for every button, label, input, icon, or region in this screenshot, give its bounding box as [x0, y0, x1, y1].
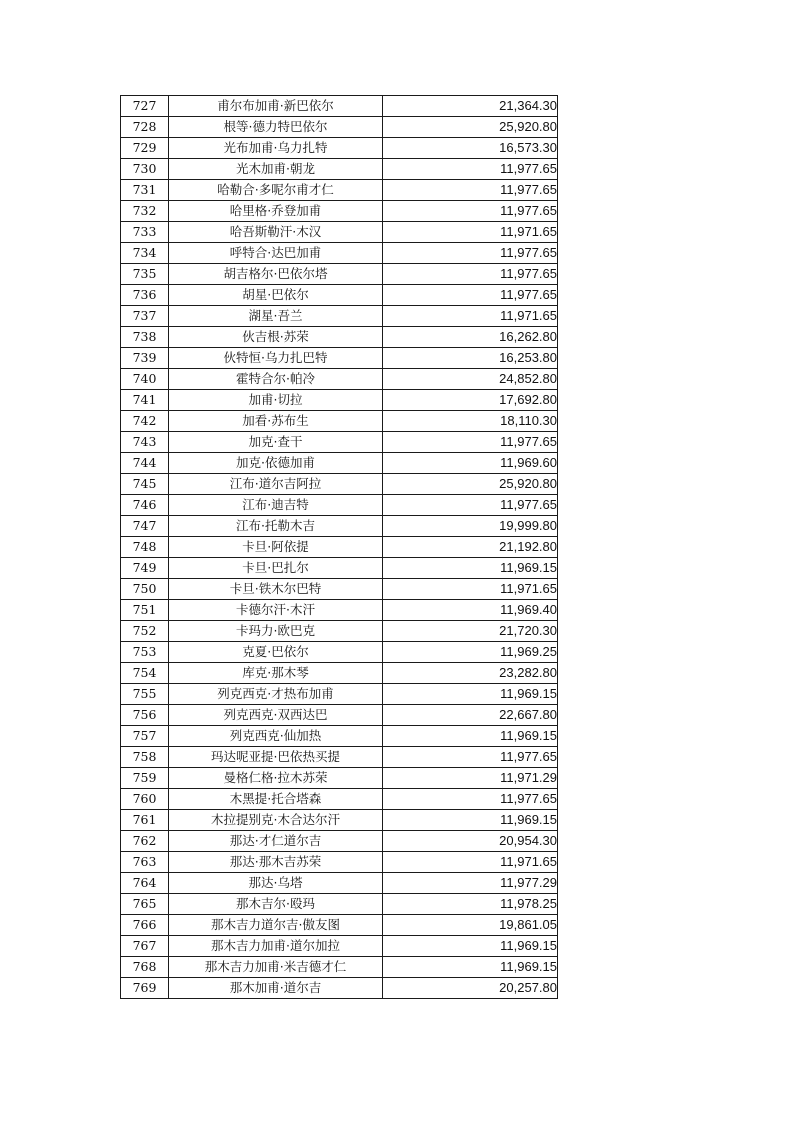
row-number-cell: 731 [121, 180, 169, 201]
amount-cell: 21,364.30 [383, 96, 558, 117]
row-number-cell: 728 [121, 117, 169, 138]
table-row [121, 747, 558, 768]
row-number-cell: 767 [121, 936, 169, 957]
name-cell: 哈里格·乔登加甫 [169, 201, 383, 222]
name-cell: 卡旦·铁木尔巴特 [169, 579, 383, 600]
name-cell: 光布加甫·乌力扎特 [169, 138, 383, 159]
row-number-cell: 739 [121, 348, 169, 369]
name-cell: 卡德尔汗·木汗 [169, 600, 383, 621]
amount-cell: 11,969.15 [383, 558, 558, 579]
name-cell: 哈勒合·多呢尔甫才仁 [169, 180, 383, 201]
name-cell: 那达·那木吉苏荣 [169, 852, 383, 873]
name-cell: 江布·迪吉特 [169, 495, 383, 516]
table-row [121, 306, 558, 327]
amount-cell: 11,969.25 [383, 642, 558, 663]
amount-cell: 16,253.80 [383, 348, 558, 369]
amount-cell: 11,977.65 [383, 180, 558, 201]
row-number-cell: 765 [121, 894, 169, 915]
name-cell: 那达·乌塔 [169, 873, 383, 894]
table-row [121, 474, 558, 495]
name-cell: 木黑提·托合塔森 [169, 789, 383, 810]
row-number-cell: 762 [121, 831, 169, 852]
amount-cell: 20,257.80 [383, 978, 558, 999]
name-cell: 根等·德力特巴依尔 [169, 117, 383, 138]
row-number-cell: 734 [121, 243, 169, 264]
row-number-cell: 758 [121, 747, 169, 768]
amount-cell: 25,920.80 [383, 474, 558, 495]
name-cell: 江布·道尔吉阿拉 [169, 474, 383, 495]
name-cell: 呼特合·达巴加甫 [169, 243, 383, 264]
row-number-cell: 744 [121, 453, 169, 474]
amount-cell: 11,977.65 [383, 285, 558, 306]
row-number-cell: 736 [121, 285, 169, 306]
table-row [121, 579, 558, 600]
row-number-cell: 769 [121, 978, 169, 999]
amount-cell: 11,977.65 [383, 789, 558, 810]
amount-cell: 11,977.65 [383, 495, 558, 516]
row-number-cell: 764 [121, 873, 169, 894]
row-number-cell: 746 [121, 495, 169, 516]
table-row [121, 117, 558, 138]
name-cell: 哈吾斯勒汗·木汉 [169, 222, 383, 243]
name-cell: 那达·才仁道尔吉 [169, 831, 383, 852]
name-cell: 列克西克·仙加热 [169, 726, 383, 747]
table-row [121, 411, 558, 432]
amount-cell: 21,192.80 [383, 537, 558, 558]
table-row [121, 96, 558, 117]
payment-table [120, 95, 558, 999]
row-number-cell: 742 [121, 411, 169, 432]
amount-cell: 11,971.65 [383, 852, 558, 873]
table-row [121, 789, 558, 810]
name-cell: 江布·托勒木吉 [169, 516, 383, 537]
table-row [121, 978, 558, 999]
amount-cell: 11,977.65 [383, 201, 558, 222]
amount-cell: 21,720.30 [383, 621, 558, 642]
name-cell: 湖星·吾兰 [169, 306, 383, 327]
name-cell: 列克西克·才热布加甫 [169, 684, 383, 705]
name-cell: 那木吉力加甫·米吉德才仁 [169, 957, 383, 978]
row-number-cell: 748 [121, 537, 169, 558]
name-cell: 曼格仁格·拉木苏荣 [169, 768, 383, 789]
table-row [121, 831, 558, 852]
name-cell: 加甫·切拉 [169, 390, 383, 411]
table-row [121, 768, 558, 789]
table-row [121, 285, 558, 306]
row-number-cell: 756 [121, 705, 169, 726]
table-row [121, 432, 558, 453]
row-number-cell: 741 [121, 390, 169, 411]
table-row [121, 390, 558, 411]
name-cell: 甫尔布加甫·新巴依尔 [169, 96, 383, 117]
table-row [121, 495, 558, 516]
table-row [121, 201, 558, 222]
name-cell: 加克·依德加甫 [169, 453, 383, 474]
name-cell: 胡吉格尔·巴依尔塔 [169, 264, 383, 285]
table-row [121, 936, 558, 957]
name-cell: 那木吉力道尔吉·傲友图 [169, 915, 383, 936]
table-row [121, 537, 558, 558]
amount-cell: 11,977.65 [383, 243, 558, 264]
table-row [121, 894, 558, 915]
amount-cell: 11,969.15 [383, 810, 558, 831]
amount-cell: 11,977.65 [383, 159, 558, 180]
amount-cell: 11,969.15 [383, 684, 558, 705]
amount-cell: 11,977.65 [383, 747, 558, 768]
amount-cell: 24,852.80 [383, 369, 558, 390]
row-number-cell: 735 [121, 264, 169, 285]
amount-cell: 17,692.80 [383, 390, 558, 411]
table-row [121, 684, 558, 705]
row-number-cell: 761 [121, 810, 169, 831]
name-cell: 列克西克·双西达巴 [169, 705, 383, 726]
name-cell: 卡玛力·欧巴克 [169, 621, 383, 642]
table-row [121, 180, 558, 201]
row-number-cell: 753 [121, 642, 169, 663]
amount-cell: 11,969.15 [383, 726, 558, 747]
amount-cell: 19,999.80 [383, 516, 558, 537]
amount-cell: 18,110.30 [383, 411, 558, 432]
amount-cell: 11,977.65 [383, 432, 558, 453]
amount-cell: 11,969.15 [383, 957, 558, 978]
row-number-cell: 768 [121, 957, 169, 978]
row-number-cell: 733 [121, 222, 169, 243]
row-number-cell: 757 [121, 726, 169, 747]
row-number-cell: 732 [121, 201, 169, 222]
table-row [121, 600, 558, 621]
table-row [121, 852, 558, 873]
name-cell: 加看·苏布生 [169, 411, 383, 432]
row-number-cell: 750 [121, 579, 169, 600]
name-cell: 库克·那木琴 [169, 663, 383, 684]
row-number-cell: 755 [121, 684, 169, 705]
row-number-cell: 752 [121, 621, 169, 642]
amount-cell: 11,971.65 [383, 306, 558, 327]
amount-cell: 16,262.80 [383, 327, 558, 348]
row-number-cell: 740 [121, 369, 169, 390]
name-cell: 胡星·巴依尔 [169, 285, 383, 306]
table-row [121, 726, 558, 747]
amount-cell: 11,971.65 [383, 579, 558, 600]
amount-cell: 11,969.15 [383, 936, 558, 957]
table-row [121, 642, 558, 663]
name-cell: 卡旦·阿依提 [169, 537, 383, 558]
table-row [121, 621, 558, 642]
table-row [121, 915, 558, 936]
amount-cell: 11,971.65 [383, 222, 558, 243]
table-row [121, 663, 558, 684]
row-number-cell: 743 [121, 432, 169, 453]
table-row [121, 453, 558, 474]
row-number-cell: 747 [121, 516, 169, 537]
table-row [121, 222, 558, 243]
name-cell: 玛达呢亚提·巴依热买提 [169, 747, 383, 768]
table-row [121, 810, 558, 831]
row-number-cell: 730 [121, 159, 169, 180]
table-row [121, 873, 558, 894]
table-row [121, 264, 558, 285]
table-row [121, 558, 558, 579]
name-cell: 伙吉根·苏荣 [169, 327, 383, 348]
table-row [121, 159, 558, 180]
amount-cell: 25,920.80 [383, 117, 558, 138]
name-cell: 霍特合尔·帕冷 [169, 369, 383, 390]
name-cell: 那木吉尔·殴玛 [169, 894, 383, 915]
amount-cell: 11,977.65 [383, 264, 558, 285]
row-number-cell: 751 [121, 600, 169, 621]
row-number-cell: 727 [121, 96, 169, 117]
amount-cell: 19,861.05 [383, 915, 558, 936]
name-cell: 伙特恒·乌力扎巴特 [169, 348, 383, 369]
table-row [121, 705, 558, 726]
table-row [121, 243, 558, 264]
name-cell: 光木加甫·朝龙 [169, 159, 383, 180]
amount-cell: 23,282.80 [383, 663, 558, 684]
name-cell: 那木吉力加甫·道尔加拉 [169, 936, 383, 957]
name-cell: 木拉提别克·木合达尔汗 [169, 810, 383, 831]
amount-cell: 11,969.60 [383, 453, 558, 474]
row-number-cell: 754 [121, 663, 169, 684]
amount-cell: 11,971.29 [383, 768, 558, 789]
table-row [121, 369, 558, 390]
amount-cell: 11,978.25 [383, 894, 558, 915]
payment-table-body [121, 96, 558, 999]
table-row [121, 138, 558, 159]
amount-cell: 16,573.30 [383, 138, 558, 159]
table-row [121, 327, 558, 348]
table-row [121, 348, 558, 369]
amount-cell: 20,954.30 [383, 831, 558, 852]
amount-cell: 22,667.80 [383, 705, 558, 726]
name-cell: 那木加甫·道尔吉 [169, 978, 383, 999]
row-number-cell: 760 [121, 789, 169, 810]
amount-cell: 11,969.40 [383, 600, 558, 621]
row-number-cell: 737 [121, 306, 169, 327]
row-number-cell: 729 [121, 138, 169, 159]
table-row [121, 957, 558, 978]
row-number-cell: 766 [121, 915, 169, 936]
table-row [121, 516, 558, 537]
row-number-cell: 749 [121, 558, 169, 579]
name-cell: 克夏·巴依尔 [169, 642, 383, 663]
row-number-cell: 738 [121, 327, 169, 348]
row-number-cell: 745 [121, 474, 169, 495]
row-number-cell: 759 [121, 768, 169, 789]
name-cell: 加克·查干 [169, 432, 383, 453]
amount-cell: 11,977.29 [383, 873, 558, 894]
name-cell: 卡旦·巴扎尔 [169, 558, 383, 579]
row-number-cell: 763 [121, 852, 169, 873]
